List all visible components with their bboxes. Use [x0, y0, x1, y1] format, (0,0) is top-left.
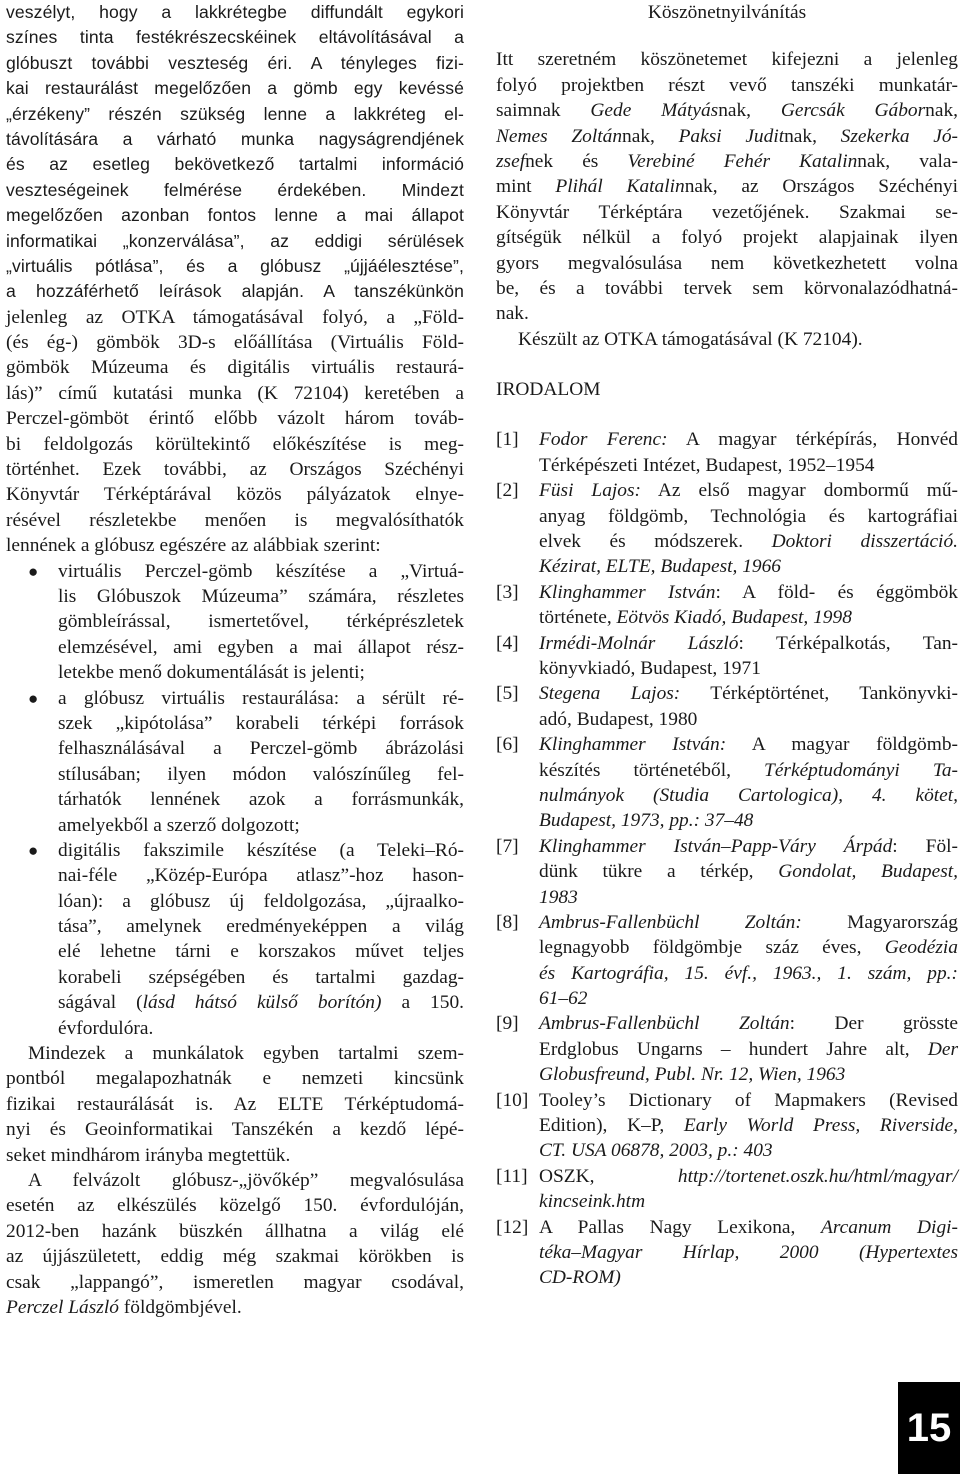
- text-line: mint Plihál Katalinnak, az Országos Széchényi: [496, 176, 958, 198]
- reference-italic-text: nulmányok (Studia Cartologica), 4. kötet,: [539, 784, 958, 806]
- reference-line: [539, 758, 958, 783]
- reference-line: [539, 859, 958, 884]
- reference-line: [539, 1240, 958, 1265]
- reference-line: [539, 478, 958, 503]
- text-line: Perczel-gömböt érintő előbb vázolt három továb-: [6, 408, 464, 430]
- text-line: pontból megalapozhatnák e nemzeti kincsünk: [6, 1068, 464, 1090]
- reference-italic-text: Fodor Ferenc:: [539, 429, 668, 451]
- text-line: veszélyt, hogy a lakkrétegbe diffundált egykori: [6, 2, 464, 22]
- bullet-item-2: [6, 686, 464, 838]
- reference-line: [539, 1088, 958, 1113]
- text-line: „érzékeny” részén szükség lenne a lakkréteg el-: [6, 103, 464, 124]
- text-line: stílusában; ilyen módon valószínűleg fel-: [58, 763, 464, 785]
- text-line: glóbuszt további veszteség éri. A tényleges fizi-: [6, 52, 464, 73]
- text-line: Könyvtár Térképtára vezetőjének. Szakmai se-: [496, 201, 958, 223]
- reference-item: [496, 478, 958, 580]
- reference-text: OSZK,: [539, 1165, 678, 1187]
- text-line: és az esetleg bekövetkező tartalmi információ: [6, 154, 464, 175]
- reference-italic-text: http://tortenet.oszk.hu/html/magyar/: [677, 1165, 958, 1187]
- text-line: távolítására a várható munka nagyságrendjének: [6, 128, 464, 149]
- text-line: nyi és Geoinformatikai Tanszékén a kezdő lépé-: [6, 1119, 464, 1141]
- text-line: gítségük nélkül a folyó projekt alapjainak ilyen: [496, 227, 958, 249]
- text-line: elé lehetne tárni e korszakos művet teljes: [58, 941, 464, 963]
- reference-line: [539, 453, 958, 478]
- reference-item: [496, 1164, 958, 1215]
- reference-text: Tooley’s Dictionary of Mapmakers (Revised: [539, 1089, 958, 1111]
- reference-line: [539, 834, 958, 859]
- text-line: fizikai restaurálását is. Az ELTE Térképtudomá-: [6, 1093, 464, 1115]
- reference-item: [496, 1215, 958, 1291]
- reference-line: [539, 783, 958, 808]
- right-column: [496, 0, 958, 1291]
- reference-italic-text: Eötvös Kiadó, Budapest, 1998: [616, 607, 852, 629]
- text-line: nai-féle „Közép-Európa atlasz”-hoz hason-: [58, 865, 464, 887]
- text-line: virtuális Perczel-gömb készítése a „Virtuá-: [58, 560, 464, 582]
- reference-line: [539, 656, 958, 681]
- reference-item: [496, 1088, 958, 1164]
- paragraph-1: [6, 0, 464, 305]
- reference-italic-text: Geodézia: [884, 937, 958, 959]
- reference-number: [4]: [496, 632, 519, 654]
- text-line: (és ég-) gömbök 3D-s előállítása (Virtuális Föld-: [6, 332, 464, 354]
- paragraph-3: [6, 1041, 464, 1168]
- reference-italic-text: Doktori disszertáció.: [771, 531, 958, 553]
- reference-number: [1]: [496, 429, 519, 451]
- reference-text: A magyar térképírás, Honvéd: [667, 429, 958, 451]
- reference-text: anyag földgömb, Technológia és kartográfiai: [539, 505, 958, 527]
- reference-line: [539, 1037, 958, 1062]
- reference-italic-text: téka–Magyar Hírlap, 2000 (Hypertextes: [539, 1241, 958, 1263]
- text-line: Könyvtár Térképtárával közös pályázatok elnye-: [6, 484, 464, 506]
- reference-text: legnagyobb földgömbje száz éves,: [539, 937, 885, 959]
- reference-text: A magyar földgömb-: [726, 734, 958, 756]
- reference-item: [496, 1011, 958, 1087]
- reference-italic-text: kincseink.htm: [539, 1191, 646, 1213]
- reference-italic-text: Füsi Lajos:: [539, 480, 641, 502]
- text-line: letekbe menő dokumentálását is jelenti;: [58, 662, 365, 684]
- text-line: esetén az elkészülés közelgő 150. évfordulóján,: [6, 1195, 464, 1217]
- text-line: informatikai „konzerválása”, az eddigi sérülések: [6, 230, 464, 251]
- text-line: gyors megvalósulása nem következhetett volna: [496, 252, 958, 274]
- reference-line: [539, 935, 958, 960]
- reference-number: [9]: [496, 1013, 519, 1035]
- reference-line: [539, 1062, 958, 1087]
- text-line: felhasználásával a Perczel-gömb ábrázolási: [58, 738, 464, 760]
- reference-italic-text: Klinghammer István–Papp-Váry Árpád: [539, 835, 893, 857]
- reference-item: [496, 580, 958, 631]
- reference-italic-text: Klinghammer István: [539, 581, 716, 603]
- text-line: megelőzően azonban fontos lenne a mai állapot: [6, 205, 464, 226]
- text-line: tárhatók lennének azok a forrásmunkák,: [58, 789, 464, 811]
- text-line: zsefnek és Verebiné Fehér Katalinnak, vala-: [496, 150, 958, 172]
- text-line: az újjászületett, eddig még szakmai körökben is: [6, 1246, 464, 1268]
- reference-number: [10]: [496, 1089, 529, 1111]
- reference-line: [539, 681, 958, 706]
- bullet-item-1: [6, 559, 464, 686]
- text-line: a glóbusz virtuális restaurálása: a sérült ré-: [58, 687, 464, 709]
- reference-italic-text: Arcanum Digi-: [821, 1216, 958, 1238]
- references-heading: IRODALOM: [496, 379, 601, 401]
- reference-italic-text: Stegena Lajos:: [539, 683, 681, 705]
- reference-text: : A föld- és éggömbök: [715, 581, 958, 603]
- reference-item: [496, 631, 958, 682]
- text-line: lás)” című kutatási munka (K 72104) keretében a: [6, 382, 464, 404]
- reference-italic-text: CD-ROM): [539, 1267, 621, 1289]
- reference-text: készítés történetéből,: [539, 759, 765, 781]
- text-line: történhet. Ezek további, az Országos Széchényi: [6, 459, 464, 481]
- text-line: Perczel László földgömbjével.: [6, 1296, 242, 1318]
- text-line: elemzésével, ami egyben a mai állapot rész-: [58, 636, 464, 658]
- text-line: lóan): a glóbusz új feldolgozása, „újraalko-: [58, 890, 464, 912]
- reference-number: [7]: [496, 835, 519, 857]
- text-line: Itt szeretném köszönetemet kifejezni a jelenleg: [496, 49, 958, 71]
- reference-italic-text: 61–62: [539, 988, 588, 1010]
- reference-text: : Föl-: [892, 835, 959, 857]
- reference-text: Magyarország: [801, 911, 958, 933]
- reference-text: könyvkiadó, Budapest, 1971: [539, 657, 761, 679]
- reference-text: története,: [539, 607, 617, 629]
- reference-text: Edition), K–P,: [539, 1115, 684, 1137]
- reference-italic-text: Térképtudományi Ta-: [764, 759, 958, 781]
- text-line: jelenleg az OTKA támogatásával folyó, a „Föld-: [6, 306, 464, 328]
- text-line: szek „kipótolása” korabeli térképi források: [58, 712, 464, 734]
- text-line: tása”, amelynek eredményeképpen a világ: [58, 916, 464, 938]
- reference-italic-text: és Kartográfia, 15. évf., 1963., 1. szám, pp.:: [539, 962, 958, 984]
- text-line: színes tinta festékrészecskéinek eltávolításával a: [6, 27, 464, 48]
- text-line: ságával (lásd hátsó külső borítón) a 150.: [58, 992, 464, 1014]
- reference-item: [496, 681, 958, 732]
- reference-text: : Der grösste: [789, 1013, 958, 1035]
- reference-item: [496, 732, 958, 834]
- reference-text: elvek és módszerek.: [539, 531, 772, 553]
- bullet-item-3: [6, 838, 464, 1041]
- reference-italic-text: Early World Press, Riverside,: [683, 1115, 958, 1137]
- reference-line: [539, 631, 958, 656]
- text-line: lennének a glóbusz egészére az alábbiak szerint:: [6, 535, 381, 557]
- left-column: [6, 0, 464, 1320]
- text-line: veszteségeinek felmérése érdekében. Mindezt: [6, 179, 464, 200]
- reference-text: dünk tükre a térkép,: [539, 861, 779, 883]
- text-line: a hozzáférhető leírások alapján. A tanszékünkön: [6, 281, 464, 302]
- text-line: 2012-ben hazánk büszkén állhatna a világ elé: [6, 1220, 464, 1242]
- reference-text: Térképészeti Intézet, Budapest, 1952–1954: [539, 454, 875, 476]
- reference-italic-text: CT. USA 06878, 2003, p.: 403: [539, 1140, 773, 1162]
- reference-line: [539, 529, 958, 554]
- reference-number: [6]: [496, 734, 519, 756]
- bullet-icon: ●: [28, 688, 39, 708]
- reference-text: : Térképalkotás, Tan-: [738, 632, 959, 654]
- text-line: nak.: [496, 303, 529, 325]
- reference-number: [3]: [496, 581, 519, 603]
- text-line: A felvázolt glóbusz-„jövőkép” megvalósulása: [28, 1169, 464, 1191]
- reference-line: [539, 554, 958, 579]
- text-line: lis Glóbuszok Múzeuma” számára, részletes: [58, 585, 464, 607]
- reference-line: [539, 808, 958, 833]
- text-line: digitális fakszimile készítése (a Teleki–Ró-: [58, 839, 464, 861]
- reference-italic-text: Ambrus-Fallenbüchl Zoltán:: [539, 911, 802, 933]
- reference-number: [5]: [496, 683, 519, 705]
- reference-italic-text: Ambrus-Fallenbüchl Zoltán: [539, 1013, 790, 1035]
- reference-line: [539, 580, 958, 605]
- reference-italic-text: Globusfreund, Publ. Nr. 12, Wien, 1963: [539, 1064, 846, 1086]
- text-line: saimnak Gede Mátyásnak, Gercsák Gábornak,: [496, 100, 958, 122]
- reference-line: [539, 961, 958, 986]
- text-line: kai restaurálást megelőzően a gömb egy kevéssé: [6, 78, 464, 99]
- page-number: 15: [898, 1382, 960, 1474]
- reference-item: [496, 427, 958, 478]
- text-line: évfordulóra.: [58, 1017, 154, 1039]
- reference-italic-text: 1983: [539, 886, 578, 908]
- reference-text: Az első magyar dombormű mű-: [641, 480, 958, 502]
- reference-item: [496, 834, 958, 910]
- reference-line: [539, 707, 958, 732]
- reference-line: [539, 1215, 958, 1240]
- reference-line: [539, 910, 958, 935]
- reference-line: [539, 732, 958, 757]
- reference-text: Térképtörténet, Tankönyvki-: [680, 683, 959, 705]
- reference-line: [539, 605, 958, 630]
- text-line: be, és a további tervek sem körvonalazódhatná-: [496, 277, 958, 299]
- reference-line: [539, 986, 958, 1011]
- reference-number: [11]: [496, 1165, 528, 1187]
- reference-line: [539, 885, 958, 910]
- reference-text: adó, Budapest, 1980: [539, 708, 698, 730]
- reference-italic-text: Klinghammer István:: [539, 734, 727, 756]
- text-line: korabeli szépségében és tartalmi gazdag-: [58, 966, 464, 988]
- text-line: gömbleírással, ismertetővel, térképrészletek: [58, 611, 464, 633]
- text-line: bi feldolgozás körültekintő előkészítése is meg-: [6, 433, 464, 455]
- text-line: seket mindhárom irányba megtettük.: [6, 1144, 291, 1166]
- paragraph-2: [6, 305, 464, 559]
- reference-line: [539, 1164, 958, 1189]
- reference-number: [2]: [496, 480, 519, 502]
- reference-italic-text: Gondolat, Budapest,: [778, 861, 959, 883]
- reference-italic-text: Kézirat, ELTE, Budapest, 1966: [539, 556, 782, 578]
- text-line: Nemes Zoltánnak, Paksi Juditnak, Szekerka Jó-: [496, 125, 958, 147]
- otka-note: Készült az OTKA támogatásával (K 72104).: [518, 328, 863, 350]
- reference-line: [539, 427, 958, 452]
- text-line: gömbök Múzeuma és digitális virtuális restaurá-: [6, 357, 464, 379]
- reference-italic-text: Irmédi-Molnár László: [539, 632, 739, 654]
- text-line: résével részletekbe menően is megvalósíthatók: [6, 509, 464, 531]
- reference-line: [539, 1265, 958, 1290]
- reference-italic-text: Der: [927, 1038, 958, 1060]
- references-list: [496, 427, 958, 1290]
- text-line: folyó projektben részt vevő tanszéki munkatár-: [496, 74, 958, 96]
- bullet-icon: ●: [28, 561, 39, 581]
- bullet-icon: ●: [28, 840, 39, 860]
- reference-number: [12]: [496, 1216, 529, 1238]
- reference-line: [539, 1113, 958, 1138]
- reference-item: [496, 910, 958, 1012]
- reference-italic-text: Budapest, 1973, pp.: 37–48: [539, 810, 754, 832]
- reference-text: A Pallas Nagy Lexikona,: [539, 1216, 822, 1238]
- reference-line: [539, 1189, 958, 1214]
- text-line: csak „lappangó”, ismeretlen magyar csodával,: [6, 1271, 464, 1293]
- reference-line: [539, 1138, 958, 1163]
- reference-line: [539, 1011, 958, 1036]
- acknowledgements-paragraph: [496, 47, 958, 352]
- reference-text: Erdglobus Ungarns – hundert Jahre alt,: [539, 1038, 928, 1060]
- text-line: „virtuális pótlása”, és a glóbusz „újjáélesztése”,: [6, 255, 464, 276]
- acknowledgements-heading: Köszönetnyilvánítás: [647, 2, 807, 23]
- text-line: amelyekből a szerző dolgozott;: [58, 814, 300, 836]
- reference-line: [539, 504, 958, 529]
- reference-number: [8]: [496, 911, 519, 933]
- paragraph-4: [6, 1168, 464, 1320]
- text-line: Mindezek a munkálatok egyben tartalmi szem-: [28, 1043, 464, 1065]
